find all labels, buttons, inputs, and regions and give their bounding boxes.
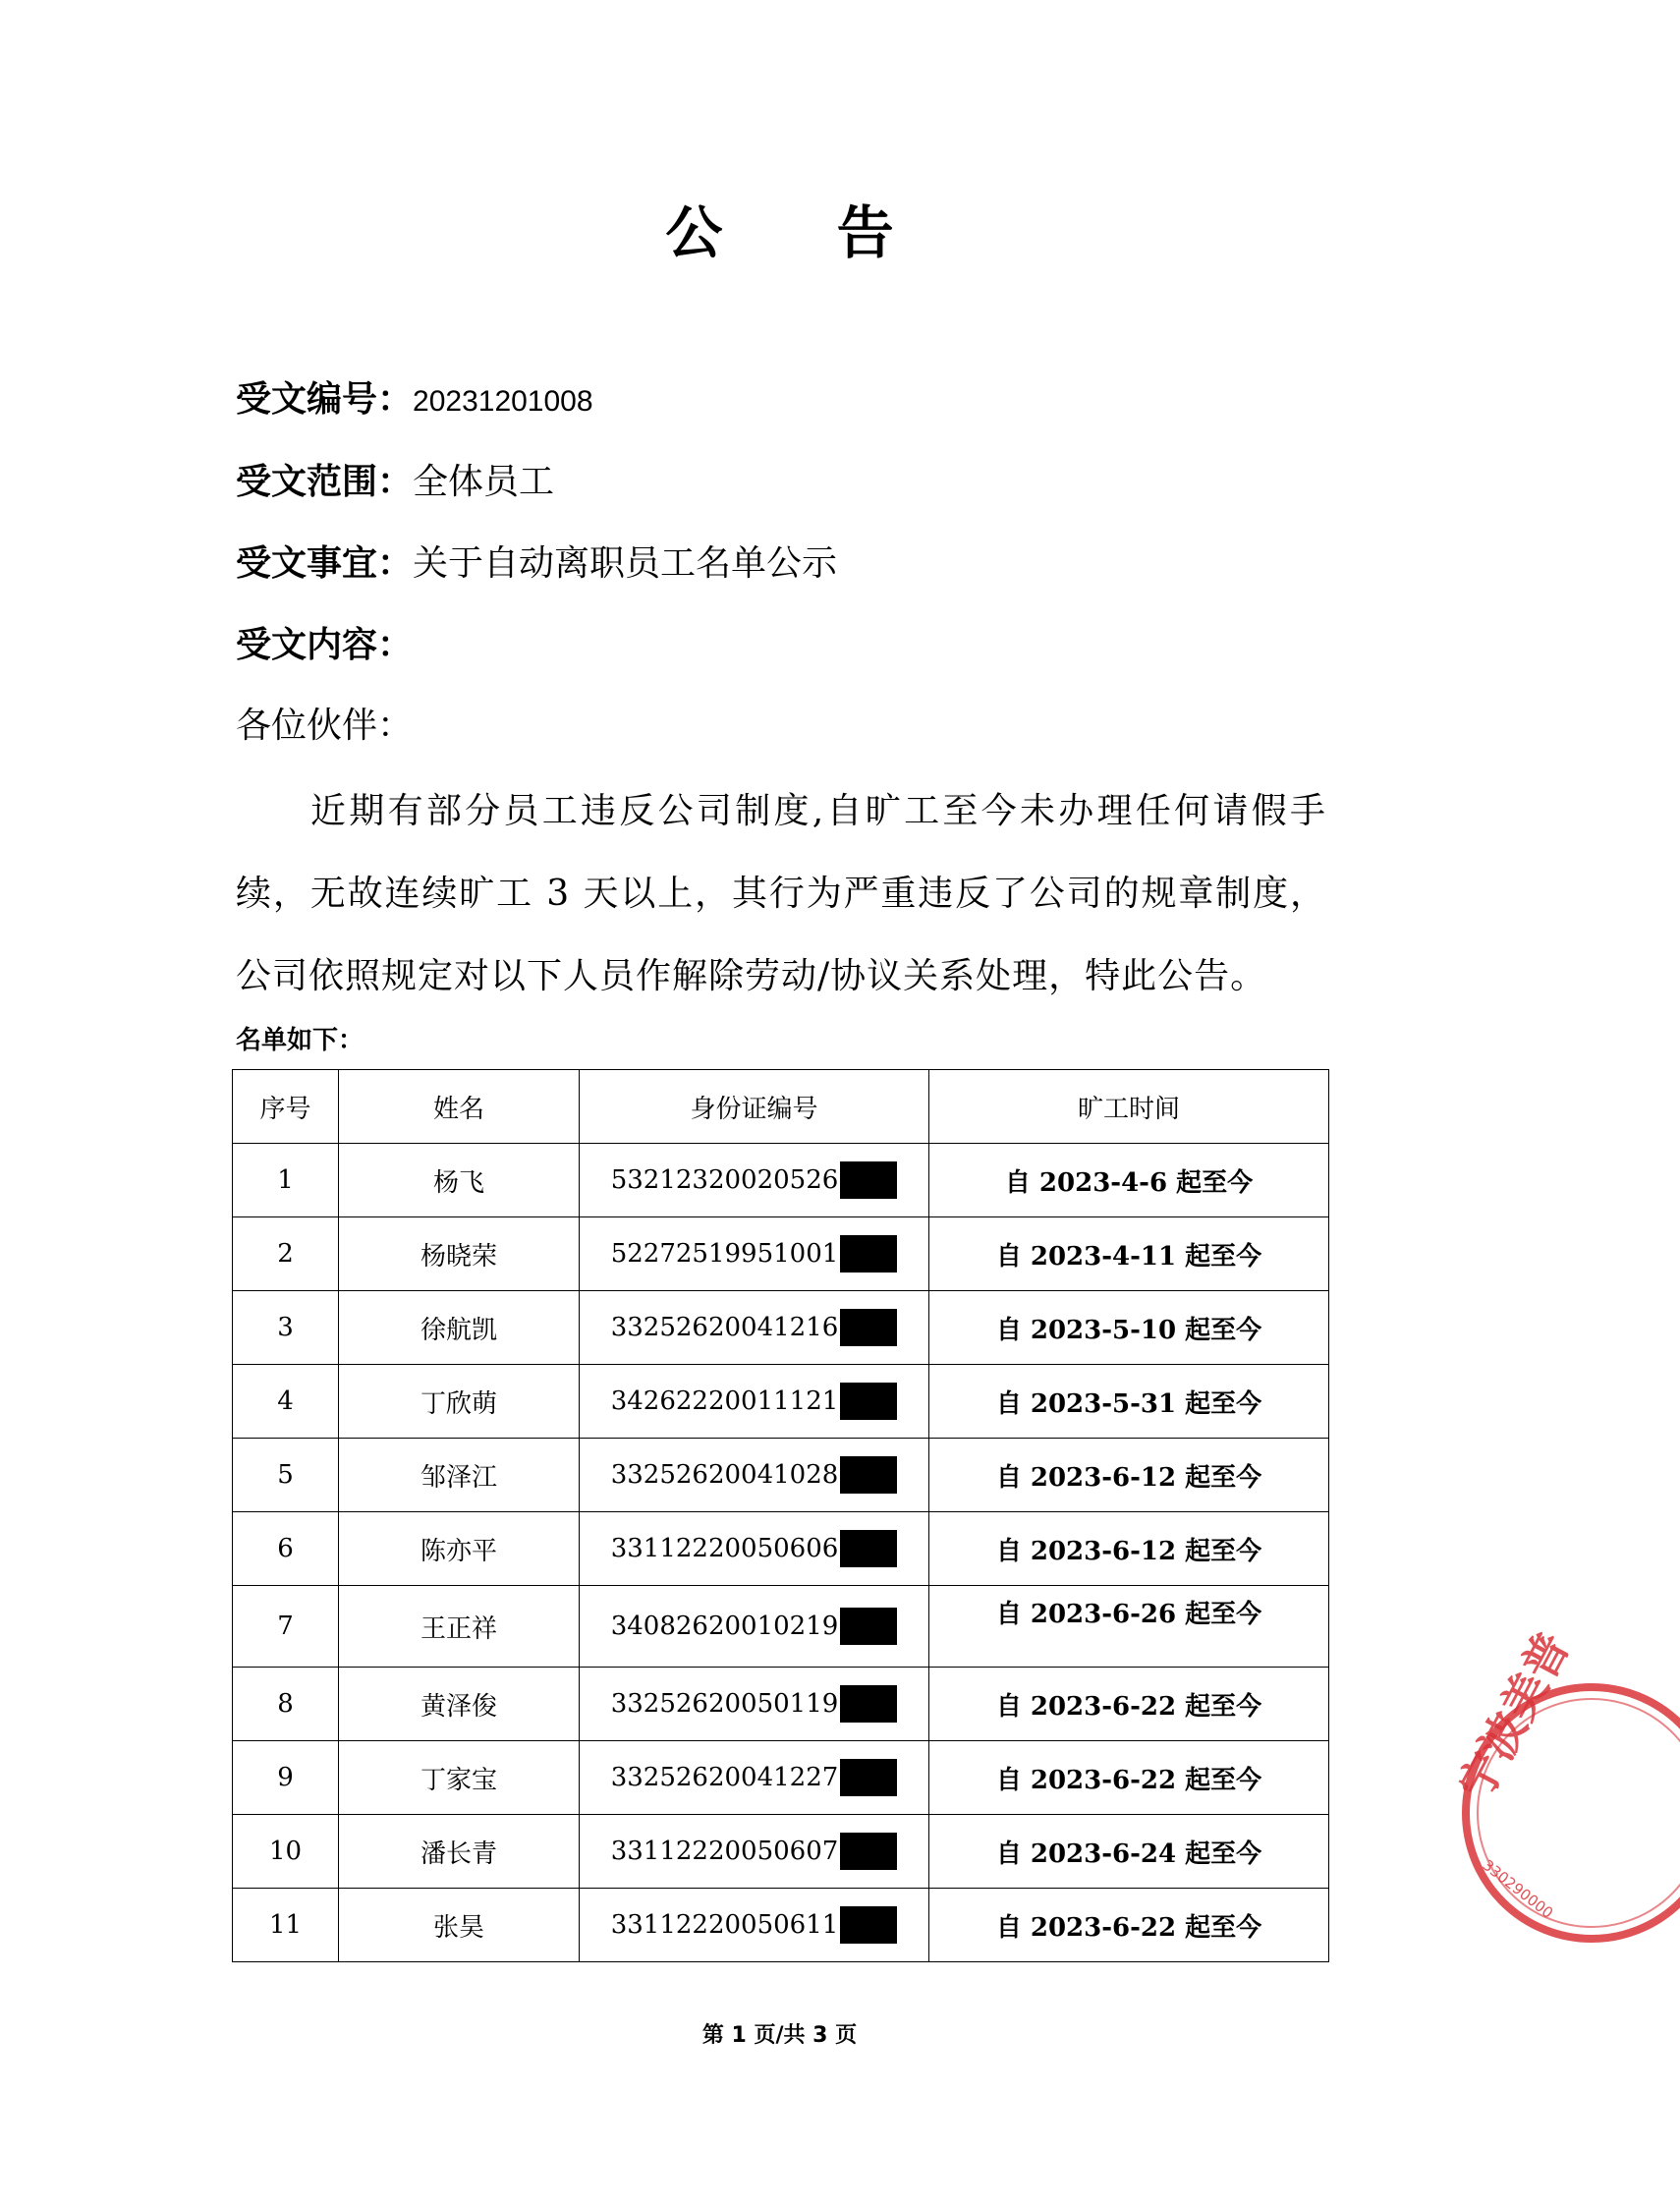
redaction-block [840,1685,897,1723]
cell-index: 11 [233,1889,339,1962]
table-row [233,1144,1329,1217]
id-visible-digits: 33112220050607 [610,1837,839,1866]
document-title: 公 告 [665,199,941,266]
table-row [233,1586,1329,1668]
table-row [233,1741,1329,1815]
id-number [611,1906,898,1944]
cell-index: 6 [233,1512,339,1586]
meta-subject [236,536,837,586]
greeting: 各位伙伴： [236,706,414,746]
cell-id [580,1365,929,1439]
table-row [233,1217,1329,1291]
cell-id [580,1217,929,1291]
cell-absence-time: 自 2023-6-22 起至今 [929,1889,1329,1962]
meta-content [236,617,413,667]
cell-absence-time: 自 2023-6-12 起至今 [929,1439,1329,1512]
cell-id [580,1586,929,1668]
table-row [233,1512,1329,1586]
roster-table [232,1069,1329,1962]
meta-label: 受文范围： [236,462,414,502]
id-number [611,1309,898,1346]
cell-index: 1 [233,1144,339,1217]
svg-text:宁波美普: 宁波美普 [1448,1623,1581,1809]
redaction-block [840,1161,897,1199]
cell-name: 徐航凯 [339,1291,580,1365]
meta-label: 受文内容： [236,625,414,665]
cell-absence-time: 自 2023-6-22 起至今 [929,1741,1329,1815]
cell-index: 7 [233,1586,339,1668]
cell-id [580,1439,929,1512]
redaction-block [840,1833,897,1870]
id-visible-digits: 33252620041216 [610,1313,839,1342]
cell-index: 4 [233,1365,339,1439]
redaction-block [840,1906,897,1944]
table-row [233,1668,1329,1741]
id-number [611,1456,898,1494]
cell-absence-time: 自 2023-6-24 起至今 [929,1815,1329,1889]
id-number [611,1235,898,1273]
id-visible-digits: 33112220050611 [610,1910,839,1940]
header-index: 序号 [233,1070,339,1144]
table-row [233,1439,1329,1512]
cell-absence-time: 自 2023-5-31 起至今 [929,1365,1329,1439]
table-row [233,1815,1329,1889]
body-paragraph: 近期有部分员工违反公司制度,自旷工至今未办理任何请假手续，无故连续旷工 3 天以上，其行为严重违反了公司的规章制度，公司依照规定对以下人员作解除劳动/协议关系处理，特此公告。 [236,791,1326,996]
cell-index: 3 [233,1291,339,1365]
cell-name: 黄泽俊 [339,1668,580,1741]
cell-index: 8 [233,1668,339,1741]
cell-name: 张昊 [339,1889,580,1962]
id-number [611,1530,898,1567]
redaction-block [840,1759,897,1796]
id-number [611,1685,898,1723]
redaction-block [840,1456,897,1494]
table-header-row [233,1070,1329,1144]
cell-name: 杨飞 [339,1144,580,1217]
company-seal [1444,1623,1680,1960]
meta-value: 全体员工 [413,462,555,502]
header-id: 身份证编号 [580,1070,929,1144]
cell-absence-time: 自 2023-5-10 起至今 [929,1291,1329,1365]
cell-name: 邹泽江 [339,1439,580,1512]
page-footer: 第 1 页/共 3 页 [701,2023,858,2048]
cell-index: 10 [233,1815,339,1889]
meta-value: 20231201008 [413,385,593,418]
id-number [611,1608,898,1645]
meta-label: 受文事宜： [236,543,414,584]
id-visible-digits: 33252620041227 [610,1763,839,1792]
id-number [611,1161,898,1199]
table-row [233,1291,1329,1365]
meta-scope [236,454,554,504]
id-number [611,1759,898,1796]
cell-id [580,1889,929,1962]
header-name: 姓名 [339,1070,580,1144]
cell-name: 王正祥 [339,1586,580,1668]
cell-id [580,1741,929,1815]
id-visible-digits: 33112220050606 [610,1534,839,1563]
id-number [611,1383,898,1420]
id-visible-digits: 52272519951001 [610,1239,839,1269]
redaction-block [840,1608,897,1645]
list-heading: 名单如下： [236,1026,364,1055]
meta-value: 关于自动离职员工名单公示 [413,543,838,584]
meta-label: 受文编号： [236,379,414,420]
redaction-block [840,1309,897,1346]
cell-name: 丁欣萌 [339,1365,580,1439]
id-visible-digits: 53212320020526 [610,1165,839,1195]
header-absence-time: 旷工时间 [929,1070,1329,1144]
cell-absence-time: 自 2023-6-26 起至今 [929,1586,1329,1668]
cell-id [580,1291,929,1365]
cell-absence-time: 自 2023-4-11 起至今 [929,1217,1329,1291]
cell-id [580,1512,929,1586]
cell-id [580,1668,929,1741]
meta-doc-number [236,371,593,422]
table-row [233,1889,1329,1962]
cell-index: 2 [233,1217,339,1291]
redaction-block [840,1235,897,1273]
cell-name: 丁家宝 [339,1741,580,1815]
id-number [611,1833,898,1870]
cell-index: 9 [233,1741,339,1815]
cell-absence-time: 自 2023-6-22 起至今 [929,1668,1329,1741]
id-visible-digits: 33252620041028 [610,1460,839,1490]
cell-name: 潘长青 [339,1815,580,1889]
cell-absence-time: 自 2023-6-12 起至今 [929,1512,1329,1586]
redaction-block [840,1383,897,1420]
cell-absence-time: 自 2023-4-6 起至今 [929,1144,1329,1217]
cell-name: 陈亦平 [339,1512,580,1586]
svg-text:330290000: 330290000 [1479,1855,1557,1923]
redaction-block [840,1530,897,1567]
id-visible-digits: 34262220011121 [610,1386,839,1416]
cell-name: 杨晓荣 [339,1217,580,1291]
table-row [233,1365,1329,1439]
id-visible-digits: 33252620050119 [610,1689,839,1719]
id-visible-digits: 34082620010219 [610,1612,839,1641]
cell-id [580,1144,929,1217]
cell-index: 5 [233,1439,339,1512]
cell-id [580,1815,929,1889]
